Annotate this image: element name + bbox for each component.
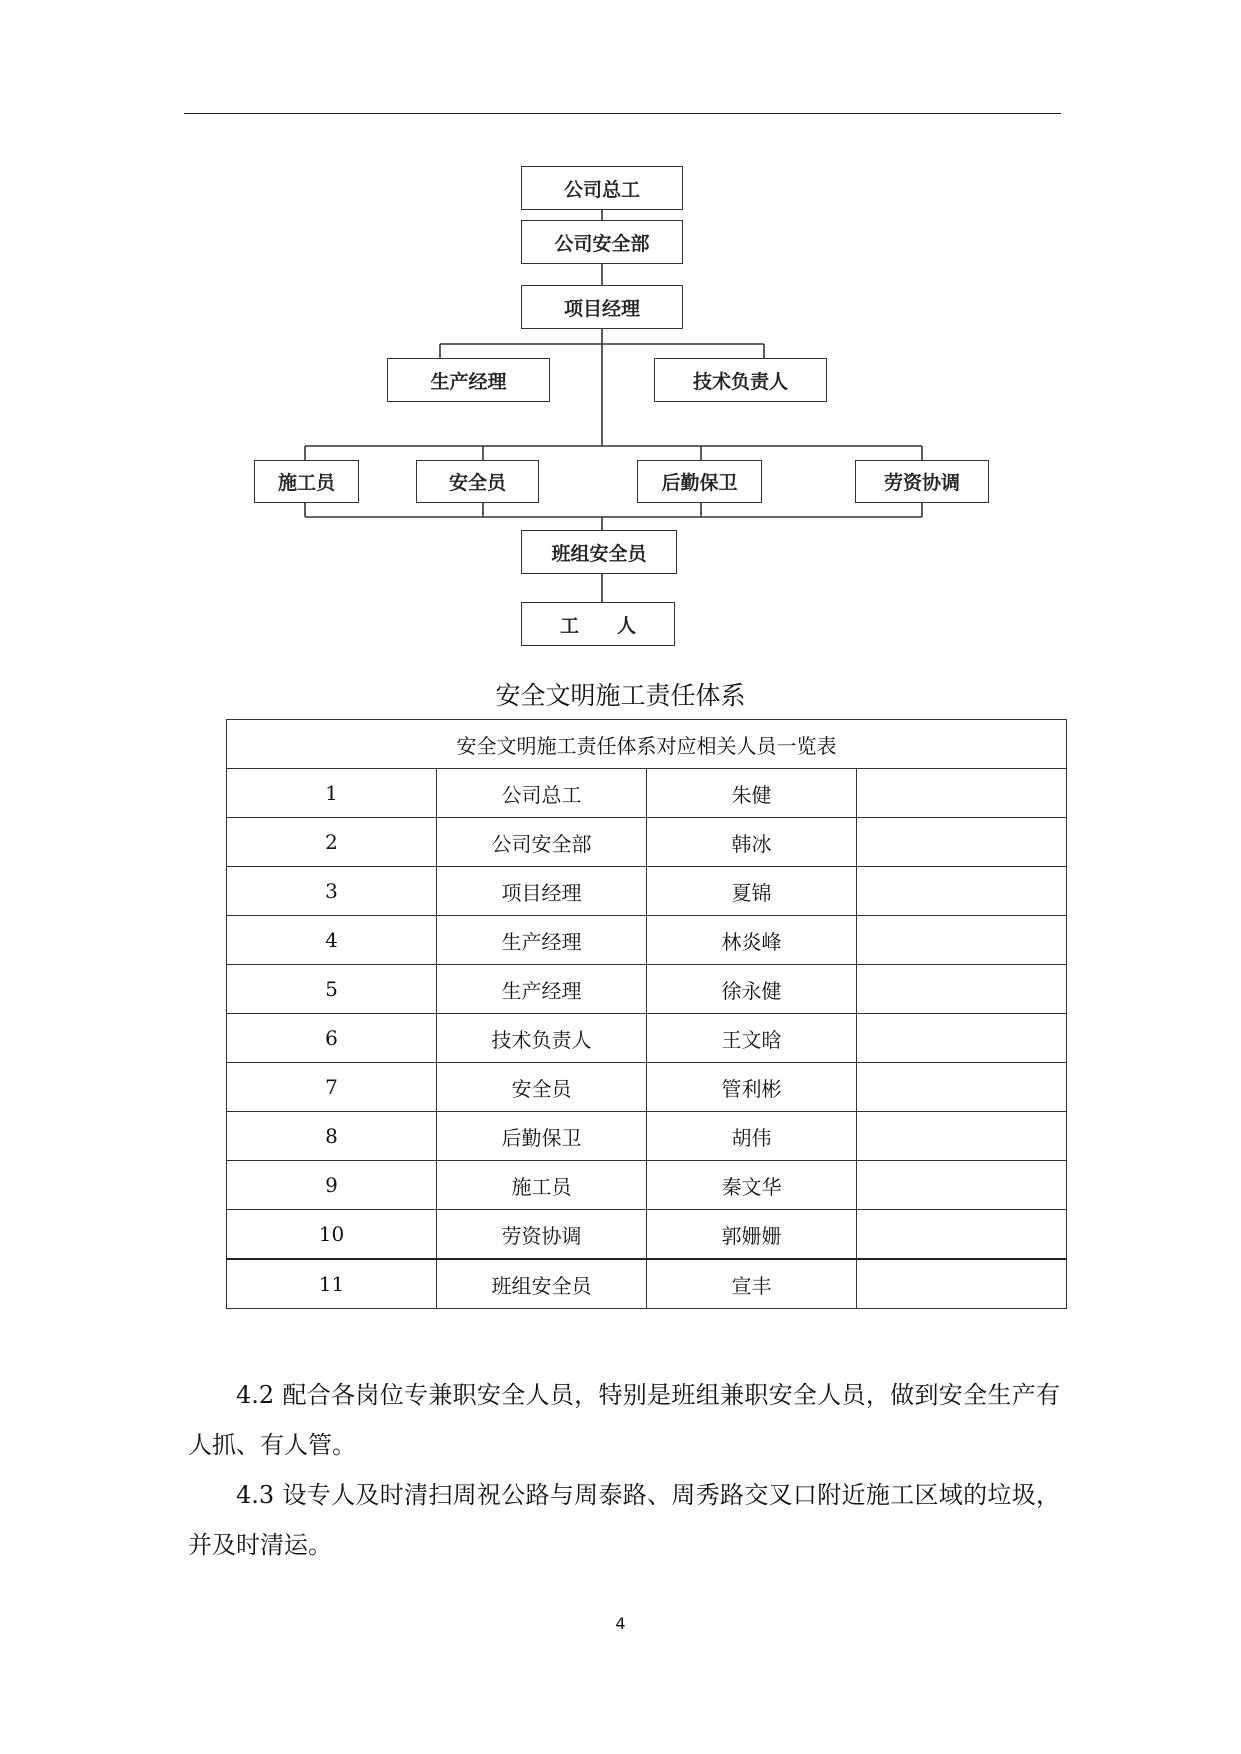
paragraph-number: 4.3 [236, 1481, 275, 1509]
table-row [227, 1063, 1067, 1112]
table-row [227, 1161, 1067, 1210]
node-safety-officer: 安全员 [416, 460, 539, 503]
remarks-cell [857, 867, 1067, 916]
row-number-cell: 5 [227, 965, 437, 1014]
row-number-cell: 6 [227, 1014, 437, 1063]
role-cell: 公司总工 [437, 769, 647, 818]
paragraph-4-2 [188, 1370, 1060, 1470]
remarks-cell [857, 1063, 1067, 1112]
person-name-cell: 秦文华 [647, 1161, 857, 1210]
node-safety-department: 公司安全部 [521, 220, 683, 264]
table-title: 安全文明施工责任体系对应相关人员一览表 [227, 720, 1067, 769]
remarks-cell [857, 769, 1067, 818]
row-number-cell: 9 [227, 1161, 437, 1210]
row-number-cell: 7 [227, 1063, 437, 1112]
person-name-cell: 胡伟 [647, 1112, 857, 1161]
role-cell: 技术负责人 [437, 1014, 647, 1063]
table-row [227, 818, 1067, 867]
page-number: 4 [615, 1614, 626, 1633]
remarks-cell [857, 1014, 1067, 1063]
node-team-safety-officer: 班组安全员 [521, 530, 677, 574]
table-row [227, 1112, 1067, 1161]
personnel-table [226, 719, 1067, 1309]
remarks-cell [857, 916, 1067, 965]
node-constructor: 施工员 [254, 460, 359, 503]
person-name-cell: 郭姗姗 [647, 1210, 857, 1260]
row-number-cell: 3 [227, 867, 437, 916]
row-number-cell: 10 [227, 1210, 437, 1260]
remarks-cell [857, 1259, 1067, 1309]
role-cell: 项目经理 [437, 867, 647, 916]
paragraph-text: 配合各岗位专兼职安全人员，特别是班组兼职安全人员，做到安全生产有人抓、有人管。 [188, 1381, 1060, 1459]
row-number-cell: 4 [227, 916, 437, 965]
node-technical-lead: 技术负责人 [654, 358, 827, 402]
table-row [227, 769, 1067, 818]
role-cell: 安全员 [437, 1063, 647, 1112]
row-number-cell: 1 [227, 769, 437, 818]
row-number-cell: 11 [227, 1259, 437, 1309]
row-number-cell: 8 [227, 1112, 437, 1161]
person-name-cell: 王文晗 [647, 1014, 857, 1063]
remarks-cell [857, 1210, 1067, 1260]
node-project-manager: 项目经理 [521, 285, 683, 329]
table-title-row [227, 720, 1067, 769]
table-row [227, 1210, 1067, 1260]
person-name-cell: 夏锦 [647, 867, 857, 916]
role-cell: 生产经理 [437, 916, 647, 965]
role-cell: 后勤保卫 [437, 1112, 647, 1161]
node-general-engineer: 公司总工 [521, 166, 683, 210]
role-cell: 生产经理 [437, 965, 647, 1014]
paragraph-number: 4.2 [236, 1381, 275, 1409]
paragraph-text: 设专人及时清扫周祝公路与周泰路、周秀路交叉口附近施工区域的垃圾，并及时清运。 [188, 1481, 1060, 1559]
remarks-cell [857, 965, 1067, 1014]
person-name-cell: 韩冰 [647, 818, 857, 867]
role-cell: 施工员 [437, 1161, 647, 1210]
table-row [227, 965, 1067, 1014]
person-name-cell: 徐永健 [647, 965, 857, 1014]
table-row [227, 867, 1067, 916]
node-production-manager: 生产经理 [387, 358, 550, 402]
row-number-cell: 2 [227, 818, 437, 867]
role-cell: 公司安全部 [437, 818, 647, 867]
table-row [227, 916, 1067, 965]
org-chart [0, 0, 1241, 660]
figure-caption: 安全文明施工责任体系 [495, 681, 746, 710]
person-name-cell: 朱健 [647, 769, 857, 818]
node-workers: 工 人 [521, 602, 675, 646]
remarks-cell [857, 818, 1067, 867]
node-logistics-security: 后勤保卫 [637, 460, 762, 503]
remarks-cell [857, 1161, 1067, 1210]
person-name-cell: 管利彬 [647, 1063, 857, 1112]
paragraph-4-3 [188, 1470, 1060, 1570]
table-row [227, 1014, 1067, 1063]
node-labor-coordination: 劳资协调 [855, 460, 989, 503]
remarks-cell [857, 1112, 1067, 1161]
table-row [227, 1259, 1067, 1309]
person-name-cell: 宣丰 [647, 1259, 857, 1309]
role-cell: 劳资协调 [437, 1210, 647, 1260]
person-name-cell: 林炎峰 [647, 916, 857, 965]
role-cell: 班组安全员 [437, 1259, 647, 1309]
